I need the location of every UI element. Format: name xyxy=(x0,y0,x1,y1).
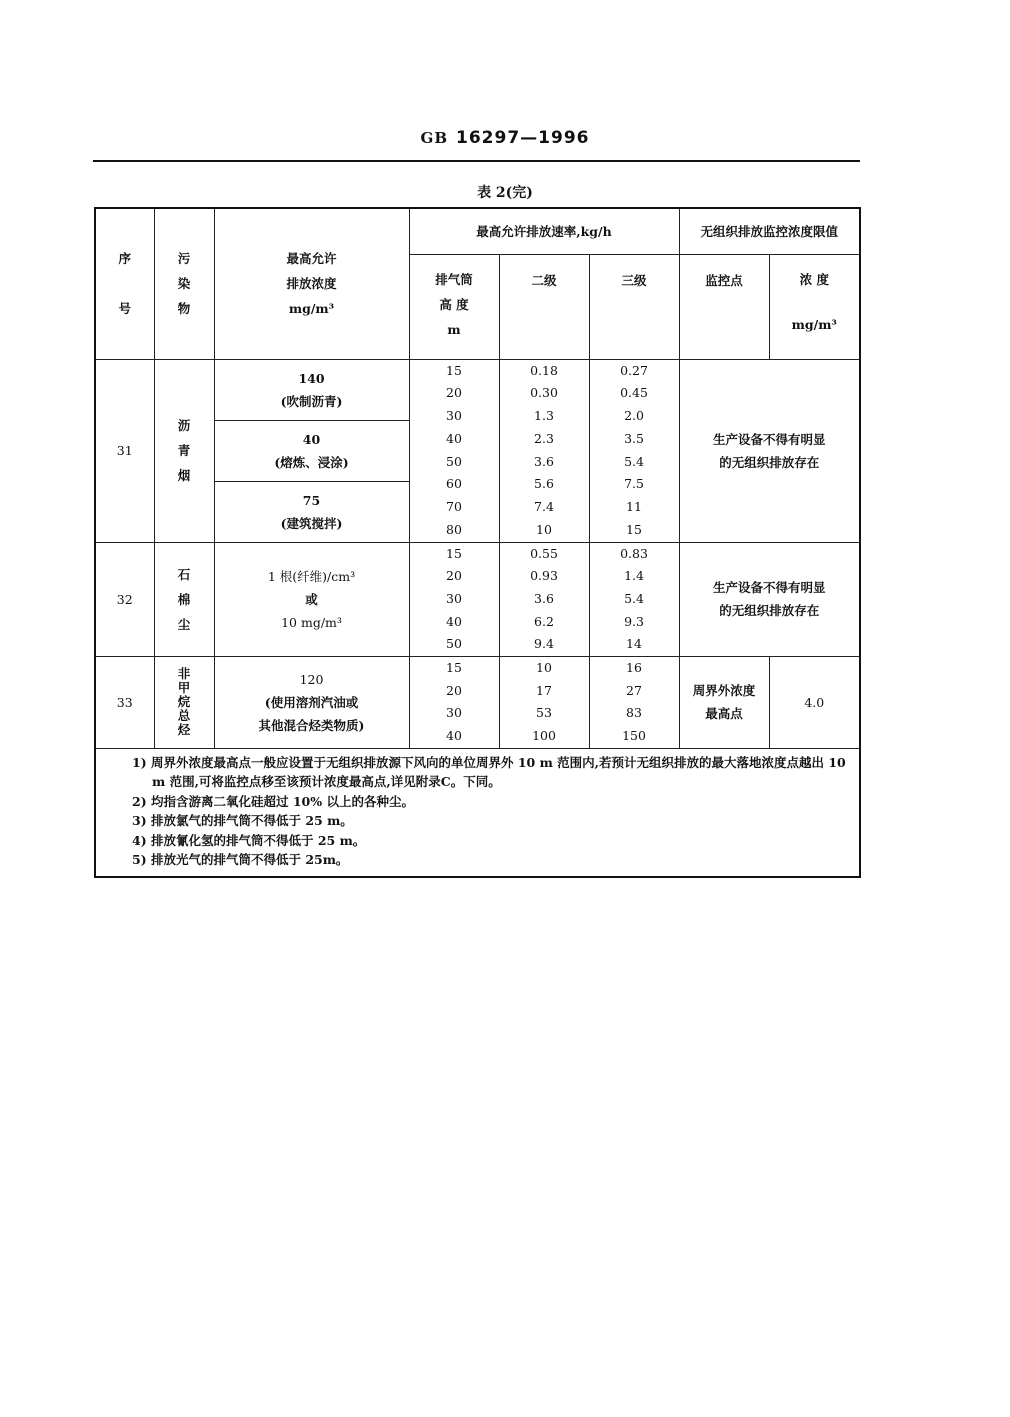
row-heights: 15 20 30 40 50 xyxy=(409,542,499,656)
emission-limits-table xyxy=(94,207,861,878)
header-pollutant: 污 染 物 xyxy=(154,208,214,359)
row-level2: 0.18 0.30 1.3 2.3 3.6 5.6 7.4 10 xyxy=(499,359,589,542)
row-seq: 32 xyxy=(95,542,154,656)
row-level3: 16 27 83 150 xyxy=(589,656,679,748)
table-row xyxy=(95,656,860,748)
row-level3: 0.27 0.45 2.0 3.5 5.4 7.5 11 15 xyxy=(589,359,679,542)
row-pollutant: 非 甲 烷 总 烃 xyxy=(154,656,214,748)
header-monitor-point: 监控点 xyxy=(679,254,769,359)
row-concentration-limit: 4.0 xyxy=(769,656,860,748)
header-level2: 二级 xyxy=(499,254,589,359)
row-concentration: 120 (使用溶剂汽油或 其他混合烃类物质) xyxy=(214,656,409,748)
notes-row xyxy=(95,748,860,877)
table-row xyxy=(95,359,860,542)
note: 3) 排放氯气的排气筒不得低于 25 m。 xyxy=(132,813,353,829)
row-level2: 10 17 53 100 xyxy=(499,656,589,748)
row-level2: 0.55 0.93 3.6 6.2 9.4 xyxy=(499,542,589,656)
row-heights: 15 20 30 40 50 60 70 80 xyxy=(409,359,499,542)
row-monitor-point: 周界外浓度 最高点 xyxy=(679,656,769,748)
row-fugitive: 生产设备不得有明显 的无组织排放存在 xyxy=(679,359,860,542)
row-heights: 15 20 30 40 xyxy=(409,656,499,748)
header-rule xyxy=(93,160,860,162)
note: 5) 排放光气的排气筒不得低于 25m。 xyxy=(132,852,349,868)
row-fugitive: 生产设备不得有明显 的无组织排放存在 xyxy=(679,542,860,656)
header-level3: 三级 xyxy=(589,254,679,359)
row-concentration: 1 根(纤维)/cm³ 或 10 mg/m³ xyxy=(214,542,409,656)
table-caption: 表 2(完) xyxy=(477,185,533,201)
standard-header xyxy=(0,128,1010,148)
header-concentration: 浓 度 mg/m³ xyxy=(769,254,860,359)
note: 1) 周界外浓度最高点一般应设置于无组织排放源下风向的单位周界外 10 m 范围内,若预计无组织排放的最大落地浓度点越出 10 m 范围,可将监控点移至该预计浓度最高点,详见附录C。下同。 xyxy=(132,754,846,790)
conc-block: 75 (建筑搅拌) xyxy=(280,492,343,531)
conc-block: 140 (吹制沥青) xyxy=(215,360,409,421)
note: 2) 均指含游离二氧化硅超过 10% 以上的各种尘。 xyxy=(132,793,414,809)
row-level3: 0.83 1.4 5.4 9.3 14 xyxy=(589,542,679,656)
header-stack-height: 排气筒 高 度 m xyxy=(409,254,499,359)
standard-number: 16297—1996 xyxy=(456,128,590,148)
row-pollutant: 沥 青 烟 xyxy=(154,359,214,542)
header-seq: 序 号 xyxy=(95,208,154,359)
header-rate-group: 最高允许排放速率,kg/h xyxy=(409,208,679,254)
standard-prefix: GB xyxy=(420,129,449,147)
table-notes xyxy=(95,748,860,877)
header-max-concentration: 最高允许 排放浓度 mg/m³ xyxy=(214,208,409,359)
table-row xyxy=(95,542,860,656)
row-seq: 33 xyxy=(95,656,154,748)
conc-block: 40 (熔炼、浸涂) xyxy=(215,421,409,482)
note: 4) 排放氰化氢的排气筒不得低于 25 m。 xyxy=(132,832,366,848)
row-pollutant: 石 棉 尘 xyxy=(154,542,214,656)
row-concentration-blocks xyxy=(214,359,409,542)
header-fugitive-group: 无组织排放监控浓度限值 xyxy=(679,208,860,254)
row-seq: 31 xyxy=(95,359,154,542)
